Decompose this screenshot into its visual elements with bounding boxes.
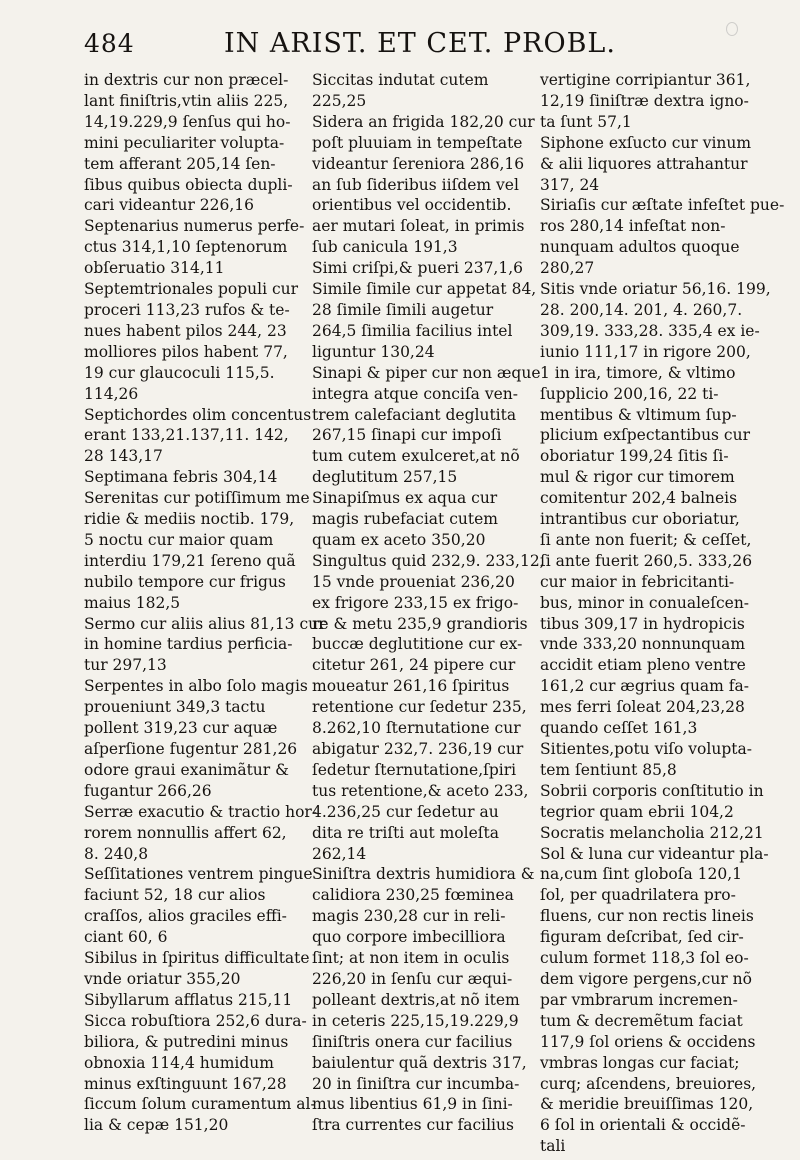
index-line: intrantibus cur oboriatur, <box>540 510 740 529</box>
index-line: tem afferant 205,14 ſen- <box>84 154 276 173</box>
index-line: 15 vnde proueniat 236,20 <box>312 572 515 591</box>
index-line: 28 ſimile ſimili augetur <box>312 300 494 319</box>
index-line: 117,9 ſol oriens & occidens <box>540 1032 756 1051</box>
index-line: tur 297,13 <box>84 656 167 675</box>
index-line: Sinapiſmus ex aqua cur <box>312 489 498 508</box>
index-line: Simile ſimile cur appetat 84, <box>312 280 537 299</box>
index-line: nunquam adultos quoque <box>540 238 740 257</box>
index-line: 225,25 <box>312 91 367 110</box>
index-line: molliores pilos habent 77, <box>84 342 288 361</box>
index-line: aſperſione fugentur 281,26 <box>84 740 298 758</box>
index-line: Serenitas cur potiſſimum me <box>84 489 310 508</box>
index-line: Septenarius numerus perfe- <box>84 217 305 236</box>
index-line: craſſos, alios graciles effi- <box>84 907 287 926</box>
index-line: 4.236,25 cur ſedetur au <box>312 802 499 821</box>
index-line: par vmbrarum incremen- <box>540 990 738 1009</box>
index-line: bus, minor in conualeſcen- <box>540 593 750 612</box>
index-line: tegrior quam ebrii 104,2 <box>540 802 734 821</box>
index-line: aer mutari ſoleat, in primis <box>312 217 525 236</box>
index-line: 226,20 in ſenſu cur æqui- <box>312 969 513 988</box>
index-line: faciunt 52, 18 cur alios <box>84 886 266 905</box>
index-line: Serpentes in albo ſolo magis <box>84 677 308 696</box>
index-line: calidiora 230,25 fœminea <box>312 886 514 905</box>
index-line: lant finiſtris,vtin aliis 225, <box>84 91 289 110</box>
index-line: 264,5 ſimilia facilius intel <box>312 321 513 340</box>
index-line: interdiu 179,21 ſereno quã <box>84 551 296 570</box>
index-line: 8. 240,8 <box>84 844 149 863</box>
index-line: ctus 314,1,10 ſeptenorum <box>84 238 288 257</box>
index-line: Sinapi & piper cur non æque <box>312 363 541 382</box>
index-line: ſi ante fuerit 260,5. 333,26 <box>540 551 753 570</box>
index-line: re & metu 235,9 grandioris <box>312 614 528 633</box>
index-line: videantur ſereniora 286,16 <box>312 154 525 173</box>
index-line: 19 cur glaucoculi 115,5. <box>84 363 275 382</box>
index-line: oboriatur 199,24 ſitis ſi- <box>540 447 729 466</box>
index-line: odore graui exanimãtur & <box>84 760 289 779</box>
index-line: maius 182,5 <box>84 593 181 612</box>
index-line: accidit etiam pleno ventre <box>540 656 746 675</box>
index-line: liguntur 130,24 <box>312 342 435 361</box>
index-line: poſt pluuiam in tempeſtate <box>312 133 523 152</box>
index-line: 28. 200,14. 201, 4. 260,7. <box>540 300 743 319</box>
index-line: fugantur 266,26 <box>84 781 212 800</box>
index-line: tibus 309,17 in hydropicis <box>540 614 745 633</box>
index-line: Socratis melancholia 212,21 <box>540 823 764 842</box>
index-line: tem ſentiunt 85,8 <box>540 760 677 779</box>
index-line: cur maior in febricitanti- <box>540 572 735 591</box>
index-line: proceri 113,23 rufos & te- <box>84 300 290 319</box>
index-line: fluens, cur non rectis lineis <box>540 907 754 926</box>
index-line: integra atque conciſa ven- <box>312 384 519 403</box>
index-line: retentione cur ſedetur 235, <box>312 698 527 717</box>
index-line: ta ſunt 57,1 <box>540 112 632 131</box>
index-line: curq; aſcendens, breuiores, <box>540 1074 757 1093</box>
index-line: 114,26 <box>84 384 139 403</box>
index-line: mes ferri ſoleat 204,23,28 <box>540 698 745 717</box>
index-line: mus libentius 61,9 in ſini- <box>312 1095 513 1114</box>
index-line: iunio 111,17 in rigore 200, <box>540 342 751 361</box>
index-line: mentibus & vltimum ſup- <box>540 405 737 424</box>
index-line: pollent 319,23 cur aquæ <box>84 719 278 738</box>
index-line: ciant 60, 6 <box>84 928 168 947</box>
index-line: 12,19 ſiniſtræ dextra igno- <box>540 91 749 110</box>
index-line: Singultus quid 232,9. 233,12, <box>312 551 545 570</box>
index-line: 1 in ira, timore, & vltimo <box>540 363 736 382</box>
index-line: dem vigore pergens,cur nõ <box>540 969 752 988</box>
index-line: 262,14 <box>312 844 367 863</box>
index-line: buccæ deglutitione cur ex- <box>312 635 523 654</box>
index-line: dita re triſti aut moleſta <box>312 823 499 842</box>
index-line: ex frigore 233,15 ex frigo- <box>312 593 519 612</box>
index-line: mul & rigor cur timorem <box>540 468 735 487</box>
index-line: deglutitum 257,15 <box>312 468 458 487</box>
index-line: ſint; at non item in oculis <box>312 949 510 968</box>
index-line: obſeruatio 314,11 <box>84 259 225 278</box>
index-line: in homine tardius perficia- <box>84 635 293 654</box>
index-line: plicium exſpectantibus cur <box>540 426 751 445</box>
index-line: erant 133,21.137,11. 142, <box>84 426 289 445</box>
index-line: citetur 261, 24 pipere cur <box>312 656 516 675</box>
index-line: in dextris cur non præcel- <box>84 71 289 89</box>
index-line: tum cutem exulceret,at nõ <box>312 447 520 466</box>
index-line: ſibus quibus obiecta dupli- <box>84 175 293 194</box>
index-line: ſiniſtris onera cur facilius <box>312 1032 513 1051</box>
index-line: 8.262,10 ſternutatione cur <box>312 719 521 738</box>
index-line: mini peculiariter volupta- <box>84 133 285 152</box>
index-line: obnoxia 114,4 humidum <box>84 1053 274 1072</box>
index-line: culum formet 118,3 ſol eo- <box>540 949 749 968</box>
index-line: biliora, & putredini minus <box>84 1032 289 1051</box>
index-line: 309,19. 333,28. 335,4 ex ie- <box>540 321 760 340</box>
index-line: magis rubefaciat cutem <box>312 510 498 529</box>
index-line: quo corpore imbecilliora <box>312 928 506 947</box>
index-line: vnde 333,20 nonnunquam <box>540 635 746 654</box>
index-line: minus exſtinguunt 167,28 <box>84 1074 287 1093</box>
index-line: ſiccum ſolum curamentum al- <box>84 1095 316 1114</box>
index-line: quando ceſſet 161,3 <box>540 719 698 738</box>
index-line: Septimana febris 304,14 <box>84 468 278 487</box>
index-line: ſedetur ſternutatione,ſpiri <box>312 760 517 779</box>
index-line: baiulentur quã dextris 317, <box>312 1053 527 1072</box>
index-line: Septemtrionales populi cur <box>84 280 299 299</box>
index-line: trem calefaciant deglutita <box>312 405 517 424</box>
index-line: vnde oriatur 355,20 <box>84 969 241 988</box>
index-line: ſtra currentes cur facilius <box>312 1116 514 1135</box>
index-column-1 <box>84 70 326 1150</box>
index-line: Sermo cur aliis alius 81,13 cur <box>84 614 326 633</box>
index-line: 6 ſol in orientali & occidẽ- <box>540 1116 746 1135</box>
index-line: Sol & luna cur videantur pla- <box>540 844 769 863</box>
running-title: IN ARIST. ET CET. PROBL. <box>224 28 616 59</box>
index-line: ſupplicio 200,16, 22 ti- <box>540 384 719 403</box>
index-line: & meridie breuiſſimas 120, <box>540 1095 754 1114</box>
index-line: 14,19.229,9 ſenſus qui ho- <box>84 112 291 131</box>
index-line: 267,15 ſinapi cur impoſi <box>312 426 502 445</box>
index-line: Siniſtra dextris humidiora & <box>312 865 535 884</box>
index-column-2 <box>312 70 545 1150</box>
index-column-3 <box>540 70 785 1156</box>
index-line: nues habent pilos 244, 23 <box>84 321 287 340</box>
index-line: proueniunt 349,3 tactu <box>84 698 266 717</box>
index-line: ſol, per quadrilatera pro- <box>540 886 736 905</box>
index-line: 317, 24 <box>540 175 600 194</box>
index-line: quam ex aceto 350,20 <box>312 530 486 549</box>
index-line: magis 230,28 cur in reli- <box>312 907 506 926</box>
index-line: Sitientes,potu viſo volupta- <box>540 740 752 758</box>
index-line: comitentur 202,4 balneis <box>540 489 738 508</box>
index-line: cari videantur 226,16 <box>84 196 255 215</box>
index-line: abigatur 232,7. 236,19 cur <box>312 740 524 758</box>
index-line: 28 143,17 <box>84 447 163 466</box>
index-line: & alii liquores attrahantur <box>540 154 748 173</box>
index-line: Seſſitationes ventrem pingue <box>84 865 313 884</box>
index-line: Siccitas indutat cutem <box>312 71 489 89</box>
index-line: ros 280,14 infeſtat non- <box>540 217 726 236</box>
index-line: orientibus vel occidentib. <box>312 196 512 215</box>
index-line: lia & cepæ 151,20 <box>84 1116 229 1135</box>
index-line: rorem nonnullis affert 62, <box>84 823 287 842</box>
index-line: Siriaſis cur æſtate infeſtet pue- <box>540 196 785 215</box>
index-line: Sibilus in ſpiritus difficultate <box>84 949 310 968</box>
index-line: in ceteris 225,15,19.229,9 <box>312 1011 519 1030</box>
index-line: tum & decremẽtum faciat <box>540 1011 743 1030</box>
index-line: Simi criſpi,& pueri 237,1,6 <box>312 259 524 278</box>
index-line: Sicca robuſtiora 252,6 dura- <box>84 1011 307 1030</box>
index-line: Sibyllarum afflatus 215,11 <box>84 990 293 1009</box>
page-number: 484 <box>84 29 135 58</box>
page-header <box>84 28 756 62</box>
index-line: 161,2 cur ægrius quam fa- <box>540 677 750 696</box>
index-line: ſi ante non fuerit; & ceſſet, <box>540 530 752 549</box>
index-line: Sobrii corporis conſtitutio in <box>540 781 764 800</box>
index-line: ridie & mediis noctib. 179, <box>84 510 295 529</box>
index-line: 5 noctu cur maior quam <box>84 530 274 549</box>
index-columns <box>84 70 785 1156</box>
index-line: moueatur 261,16 ſpiritus <box>312 677 510 696</box>
index-line: vertigine corripiantur 361, <box>540 71 751 89</box>
index-line: na,cum ſint globoſa 120,1 <box>540 865 743 884</box>
index-line: Serræ exacutio & tractio hor- <box>84 802 318 821</box>
index-line: tus retentione,& aceto 233, <box>312 781 529 800</box>
index-line: an ſub ſideribus iiſdem vel <box>312 175 519 194</box>
index-line: ſub canicula 191,3 <box>312 238 458 257</box>
index-line: vmbras longas cur faciat; <box>540 1053 740 1072</box>
index-line: tali <box>540 1137 566 1156</box>
index-line: nubilo tempore cur frigus <box>84 572 286 591</box>
stamp-mark-icon <box>726 22 738 36</box>
index-line: Siphone exſucto cur vinum <box>540 133 752 152</box>
index-line: polleant dextris,at nõ item <box>312 990 520 1009</box>
index-line: 280,27 <box>540 259 595 278</box>
index-line: figuram deſcribat, ſed cir- <box>540 928 744 947</box>
index-line: Septichordes olim concentus <box>84 405 312 424</box>
index-line: Sidera an frigida 182,20 cur <box>312 112 535 131</box>
index-line: Sitis vnde oriatur 56,16. 199, <box>540 280 771 299</box>
index-line: 20 in ſiniſtra cur incumba- <box>312 1074 520 1093</box>
